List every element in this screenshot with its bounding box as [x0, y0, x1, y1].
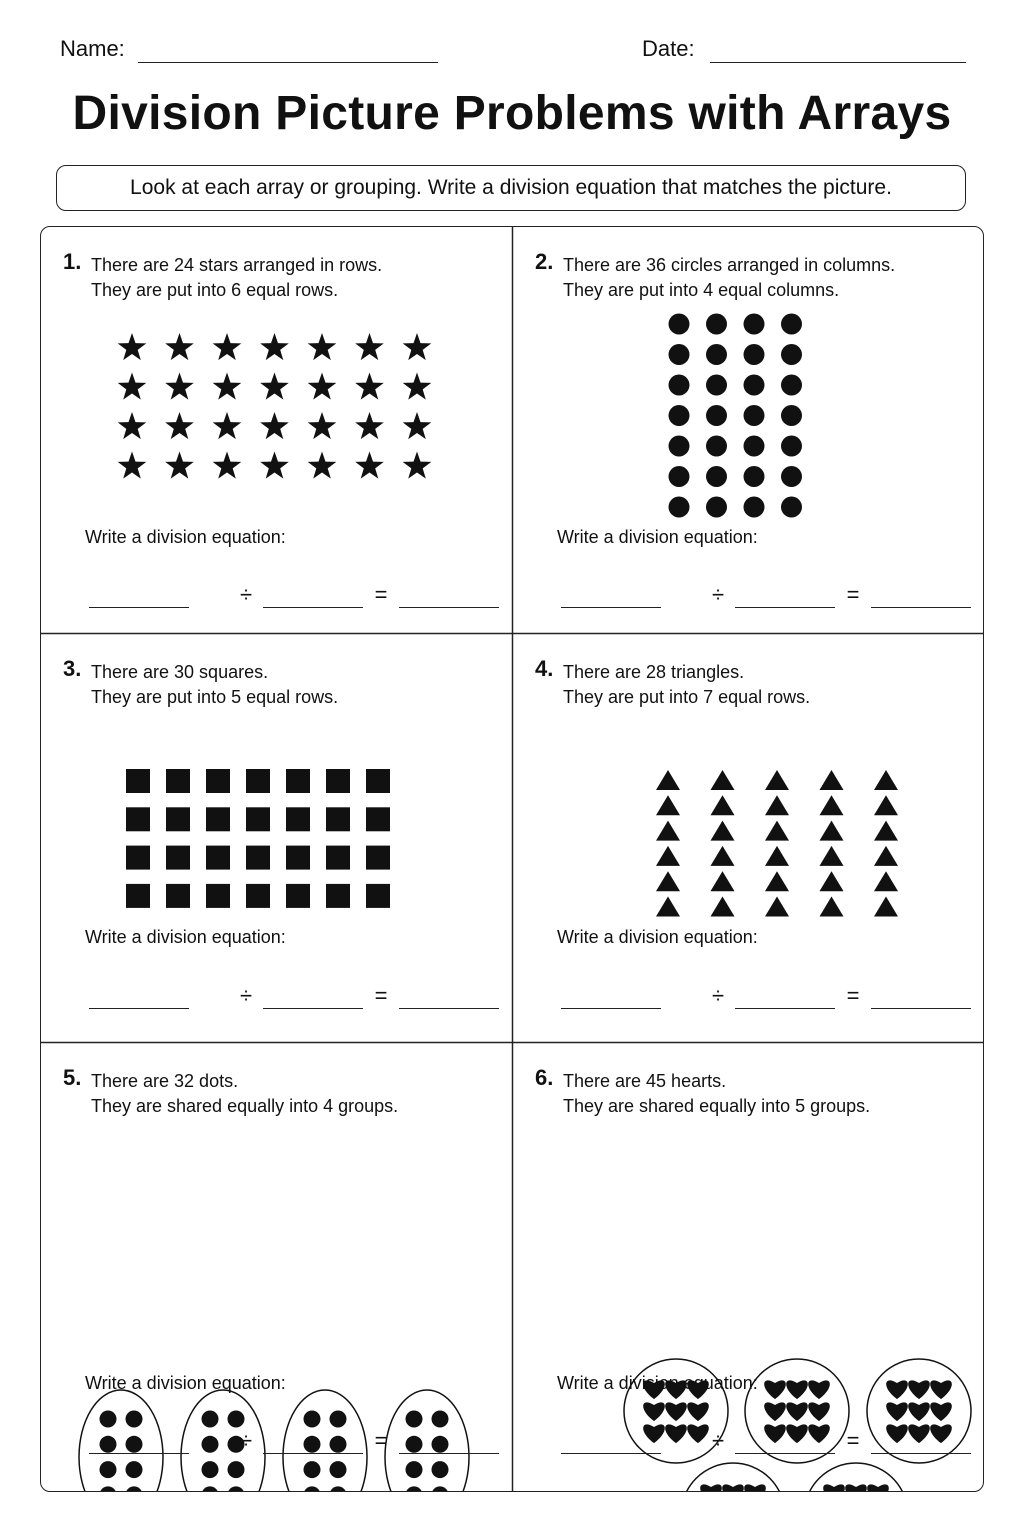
star-shape: [260, 373, 289, 400]
triangle-shape: [711, 770, 735, 790]
problem-number: 4.: [535, 656, 554, 681]
triangle-shape: [656, 897, 680, 917]
divide-sign: ÷: [711, 983, 725, 1008]
divisor-blank[interactable]: [735, 607, 835, 608]
problem-1: [41, 227, 512, 633]
star-shape: [213, 412, 242, 439]
divisor-blank[interactable]: [263, 1453, 363, 1454]
dot-shape: [202, 1461, 219, 1478]
circle-shape: [781, 344, 802, 365]
problem-text-line2: They are put into 4 equal columns.: [563, 280, 840, 300]
problem-text-line1: There are 45 hearts.: [563, 1071, 727, 1091]
square-shape: [246, 807, 270, 831]
divisor-blank[interactable]: [263, 607, 363, 608]
problem-text-line2: They are shared equally into 5 groups.: [563, 1096, 871, 1116]
triangle-shape: [765, 770, 789, 790]
square-shape: [166, 884, 190, 908]
dot-shape: [228, 1411, 245, 1428]
circle-shape: [781, 497, 802, 518]
circle-shape: [669, 466, 690, 487]
square-shape: [206, 769, 230, 793]
square-shape: [246, 846, 270, 870]
triangle-shape: [656, 871, 680, 891]
division-equation: [85, 983, 465, 1013]
square-shape: [326, 807, 350, 831]
triangle-array: [513, 634, 984, 1042]
star-shape: [355, 373, 384, 400]
star-shape: [260, 412, 289, 439]
dot-shape: [100, 1461, 117, 1478]
star-shape: [213, 333, 242, 360]
divisor-blank[interactable]: [263, 1008, 363, 1009]
equation-prompt: Write a division equation:: [85, 527, 286, 547]
star-array: [41, 227, 512, 633]
triangle-shape: [656, 770, 680, 790]
date-field[interactable]: [710, 62, 966, 63]
circle-shape: [706, 466, 727, 487]
dot-shape: [202, 1411, 219, 1428]
dot-shape: [406, 1461, 423, 1478]
problem-text-line1: There are 30 squares.: [91, 662, 269, 682]
dividend-blank[interactable]: [561, 1008, 661, 1009]
triangle-shape: [820, 770, 844, 790]
star-shape: [308, 373, 337, 400]
quotient-blank[interactable]: [399, 1008, 499, 1009]
dot-shape: [126, 1461, 143, 1478]
triangle-shape: [874, 795, 898, 815]
dot-ovals-array: [41, 1043, 512, 1492]
circle-shape: [706, 436, 727, 457]
triangle-shape: [711, 821, 735, 841]
square-shape: [206, 884, 230, 908]
square-shape: [126, 884, 150, 908]
dot-shape: [406, 1411, 423, 1428]
problem-3: [41, 634, 512, 1042]
division-equation: [557, 582, 937, 612]
square-shape: [246, 884, 270, 908]
equation-prompt: Write a division equation:: [85, 927, 286, 947]
triangle-shape: [874, 897, 898, 917]
circle-shape: [706, 497, 727, 518]
problem-number: 6.: [535, 1065, 554, 1090]
circle-array: [513, 227, 984, 633]
star-shape: [118, 333, 147, 360]
circle-shape: [669, 436, 690, 457]
star-shape: [165, 333, 194, 360]
dot-shape: [100, 1411, 117, 1428]
equation-prompt: Write a division equation:: [557, 527, 758, 547]
name-field[interactable]: [138, 62, 438, 63]
triangle-shape: [765, 897, 789, 917]
triangle-shape: [765, 795, 789, 815]
circle-shape: [744, 314, 765, 335]
triangle-shape: [711, 897, 735, 917]
dividend-blank[interactable]: [561, 1453, 661, 1454]
triangle-shape: [874, 846, 898, 866]
star-shape: [403, 412, 432, 439]
problem-text-line2: They are put into 6 equal rows.: [91, 280, 339, 300]
triangle-shape: [820, 897, 844, 917]
triangle-shape: [765, 846, 789, 866]
triangle-shape: [874, 821, 898, 841]
star-shape: [260, 452, 289, 479]
circle-shape: [669, 344, 690, 365]
page-title: Division Picture Problems with Arrays: [72, 87, 952, 140]
star-shape: [213, 452, 242, 479]
triangle-shape: [656, 795, 680, 815]
square-shape: [366, 769, 390, 793]
heart-circles-array: [513, 1043, 984, 1492]
square-shape: [286, 846, 310, 870]
triangle-shape: [656, 846, 680, 866]
square-shape: [286, 769, 310, 793]
equals-sign: =: [846, 582, 860, 607]
dividend-blank[interactable]: [89, 1453, 189, 1454]
quotient-blank[interactable]: [399, 607, 499, 608]
triangle-shape: [711, 846, 735, 866]
circle-shape: [744, 405, 765, 426]
problem-5: [41, 1043, 512, 1492]
problem-text-line2: They are put into 5 equal rows.: [91, 687, 339, 707]
triangle-shape: [874, 871, 898, 891]
star-shape: [403, 333, 432, 360]
divide-sign: ÷: [239, 1428, 253, 1453]
square-shape: [126, 807, 150, 831]
triangle-shape: [820, 795, 844, 815]
dividend-blank[interactable]: [89, 1008, 189, 1009]
divisor-blank[interactable]: [735, 1008, 835, 1009]
triangle-shape: [656, 821, 680, 841]
triangle-shape: [820, 846, 844, 866]
star-shape: [355, 333, 384, 360]
triangle-shape: [820, 871, 844, 891]
circle-shape: [781, 314, 802, 335]
circle-shape: [669, 314, 690, 335]
circle-shape: [669, 497, 690, 518]
star-shape: [260, 333, 289, 360]
instructions-box: Look at each array or grouping. Write a division equation that matches the picture.: [56, 165, 966, 211]
triangle-shape: [874, 770, 898, 790]
date-label: Date:: [642, 36, 695, 61]
triangle-shape: [765, 821, 789, 841]
square-shape: [166, 769, 190, 793]
dot-shape: [330, 1461, 347, 1478]
dot-shape: [228, 1461, 245, 1478]
square-shape: [166, 807, 190, 831]
problem-4: [513, 634, 984, 1042]
dividend-blank[interactable]: [89, 607, 189, 608]
problem-number: 2.: [535, 249, 554, 274]
equation-prompt: Write a division equation:: [85, 1373, 286, 1393]
circle-shape: [781, 466, 802, 487]
equation-prompt: Write a division equation:: [557, 1373, 758, 1393]
star-shape: [403, 452, 432, 479]
square-shape: [206, 846, 230, 870]
circle-shape: [781, 405, 802, 426]
divide-sign: ÷: [711, 582, 725, 607]
star-shape: [403, 373, 432, 400]
divide-sign: ÷: [239, 582, 253, 607]
star-shape: [355, 412, 384, 439]
dot-shape: [304, 1461, 321, 1478]
square-array: [41, 634, 512, 1042]
problem-number: 3.: [63, 656, 82, 681]
star-shape: [355, 452, 384, 479]
circle-shape: [781, 375, 802, 396]
triangle-shape: [820, 821, 844, 841]
divisor-blank[interactable]: [735, 1453, 835, 1454]
division-equation: [557, 983, 937, 1013]
star-shape: [165, 452, 194, 479]
circle-shape: [744, 497, 765, 518]
square-shape: [286, 884, 310, 908]
problem-text-line1: There are 32 dots.: [91, 1071, 239, 1091]
divide-sign: ÷: [239, 983, 253, 1008]
square-shape: [366, 884, 390, 908]
square-shape: [326, 884, 350, 908]
square-shape: [286, 807, 310, 831]
divide-sign: ÷: [711, 1428, 725, 1453]
star-shape: [308, 452, 337, 479]
equals-sign: =: [846, 983, 860, 1008]
star-shape: [118, 412, 147, 439]
problem-6: [513, 1043, 984, 1492]
star-shape: [118, 452, 147, 479]
star-shape: [165, 412, 194, 439]
triangle-shape: [711, 871, 735, 891]
square-shape: [326, 769, 350, 793]
circle-shape: [706, 375, 727, 396]
circle-shape: [706, 314, 727, 335]
problem-text-line1: There are 28 triangles.: [563, 662, 745, 682]
division-equation: [557, 1428, 937, 1458]
quotient-blank[interactable]: [871, 1008, 971, 1009]
equals-sign: =: [374, 582, 388, 607]
division-equation: [85, 582, 465, 612]
problem-text-line2: They are put into 7 equal rows.: [563, 687, 811, 707]
circle-shape: [706, 344, 727, 365]
equals-sign: =: [374, 983, 388, 1008]
circle-shape: [744, 466, 765, 487]
circle-shape: [706, 405, 727, 426]
circle-shape: [744, 375, 765, 396]
name-label: Name:: [60, 36, 125, 61]
square-shape: [246, 769, 270, 793]
problem-grid: [40, 226, 984, 1492]
problem-text-line1: There are 36 circles arranged in columns.: [563, 255, 896, 275]
problem-text-line1: There are 24 stars arranged in rows.: [91, 255, 383, 275]
square-shape: [206, 807, 230, 831]
problem-number: 1.: [63, 249, 82, 274]
square-shape: [366, 807, 390, 831]
quotient-blank[interactable]: [871, 1453, 971, 1454]
square-shape: [366, 846, 390, 870]
quotient-blank[interactable]: [871, 607, 971, 608]
star-shape: [308, 333, 337, 360]
star-shape: [308, 412, 337, 439]
equation-prompt: Write a division equation:: [557, 927, 758, 947]
circle-shape: [744, 344, 765, 365]
equals-sign: =: [374, 1428, 388, 1453]
square-shape: [126, 846, 150, 870]
triangle-shape: [765, 871, 789, 891]
dot-shape: [432, 1461, 449, 1478]
star-shape: [118, 373, 147, 400]
circle-shape: [669, 375, 690, 396]
square-shape: [126, 769, 150, 793]
triangle-shape: [711, 795, 735, 815]
division-equation: [85, 1428, 465, 1458]
dot-shape: [126, 1411, 143, 1428]
dot-shape: [330, 1411, 347, 1428]
equals-sign: =: [846, 1428, 860, 1453]
circle-shape: [744, 436, 765, 457]
dot-shape: [304, 1411, 321, 1428]
star-shape: [213, 373, 242, 400]
square-shape: [326, 846, 350, 870]
problem-number: 5.: [63, 1065, 82, 1090]
dividend-blank[interactable]: [561, 607, 661, 608]
circle-shape: [669, 405, 690, 426]
square-shape: [166, 846, 190, 870]
dot-shape: [432, 1411, 449, 1428]
circle-shape: [781, 436, 802, 457]
problem-2: [513, 227, 984, 633]
star-shape: [165, 373, 194, 400]
quotient-blank[interactable]: [399, 1453, 499, 1454]
problem-text-line2: They are shared equally into 4 groups.: [91, 1096, 399, 1116]
